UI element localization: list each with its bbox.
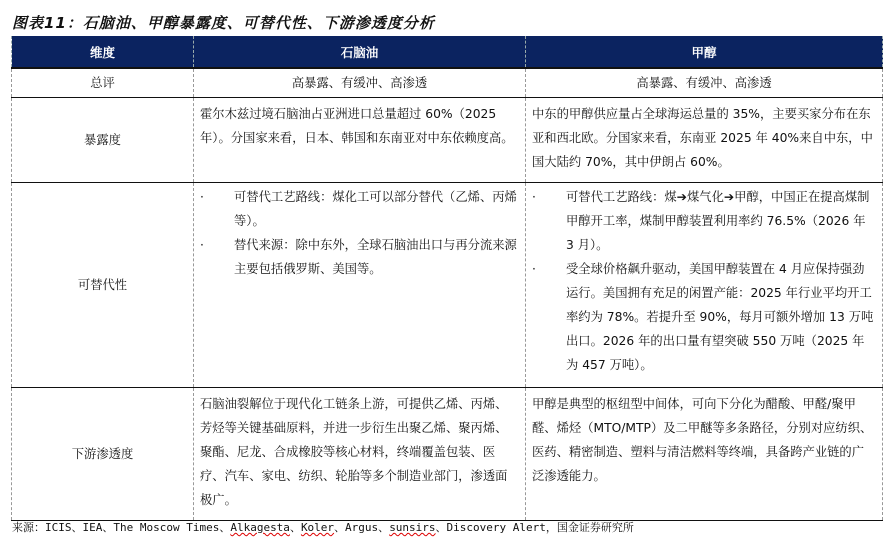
source-sunsirs: sunsirs xyxy=(389,521,436,534)
naphtha-cell: 霍尔木兹过境石脑油占亚洲进口总量超过 60%（2025 年）。分国家来看，日本、韩国和东南亚对中东依赖度高。 xyxy=(194,98,526,183)
list-item xyxy=(532,257,876,377)
bullet-icon: · xyxy=(532,262,536,276)
row-label: 暴露度 xyxy=(12,98,194,183)
header-naphtha: 石脑油 xyxy=(194,36,526,68)
methanol-cell: 高暴露、有缓冲、高渗透 xyxy=(526,68,883,98)
header-row xyxy=(12,36,883,68)
list-item-text: 受全球价格飙升驱动，美国甲醇装置在 4 月应保持强劲运行。美国拥有充足的闲置产能：2025 年行业平均开工率约为 78%。若提升至 90%，每月可额外增加 13 万吨出口。2026 年的出口量有望突破 550 万吨（2025 年为 457 万吨）。 xyxy=(566,262,874,372)
naphtha-cell xyxy=(194,183,526,388)
methanol-cell: 中东的甲醇供应量占全球海运总量的 35%，主要买家分布在东亚和西北欧。分国家来看，东南亚 2025 年 40%来自中东，中国大陆约 70%，其中伊朗占 60%。 xyxy=(526,98,883,183)
analysis-table xyxy=(11,36,883,521)
source-alkagesta: Alkagesta xyxy=(230,521,290,534)
bullet-icon: · xyxy=(200,238,204,252)
list-item-text: 可替代工艺路线：煤化工可以部分替代（乙烯、丙烯等）。 xyxy=(234,190,517,228)
source-sep: 、 xyxy=(289,521,301,534)
bullet-list xyxy=(200,185,519,281)
header-methanol: 甲醇 xyxy=(526,36,883,68)
bullet-list xyxy=(532,185,876,377)
list-item-text: 替代来源：除中东外，全球石脑油出口与再分流来源主要包括俄罗斯、美国等。 xyxy=(234,238,517,276)
header-dimension: 维度 xyxy=(12,36,194,68)
table-row-overall xyxy=(12,68,883,98)
source-koler: Koler xyxy=(300,521,335,534)
row-label: 可替代性 xyxy=(12,183,194,388)
list-item xyxy=(532,185,876,257)
methanol-cell: 甲醇是典型的枢纽型中间体，可向下分化为醋酸、甲醛/聚甲醛、烯烃（MTO/MTP）及二甲醚等多条路径，分别对应纺织、医药、精密制造、塑料与清洁燃料等终端，具备跨产业链的广泛渗透能力。 xyxy=(526,388,883,521)
list-item-text: 可替代工艺路线：煤➔煤气化➔甲醇，中国正在提高煤制甲醇开工率，煤制甲醇装置利用率约 76.5%（2026 年 3 月）。 xyxy=(566,190,870,252)
row-label: 总评 xyxy=(12,68,194,98)
naphtha-cell: 高暴露、有缓冲、高渗透 xyxy=(194,68,526,98)
table-row-substitutability xyxy=(12,183,883,388)
methanol-cell xyxy=(526,183,883,388)
source-mid: 、Argus、 xyxy=(334,521,390,534)
table-row-downstream xyxy=(12,388,883,521)
source-suffix: 、Discovery Alert，国金证券研究所 xyxy=(435,521,634,534)
table-row-exposure xyxy=(12,98,883,183)
bullet-icon: · xyxy=(532,190,536,204)
row-label: 下游渗透度 xyxy=(12,388,194,521)
source-prefix: 来源：ICIS、IEA、The Moscow Times、 xyxy=(12,521,231,534)
naphtha-cell: 石脑油裂解位于现代化工链条上游，可提供乙烯、丙烯、芳烃等关键基础原料，并进一步衍生出聚乙烯、聚丙烯、聚酯、尼龙、合成橡胶等核心材料，终端覆盖包装、医疗、汽车、家电、纺织、轮胎等多个制造业部门，渗透面极广。 xyxy=(194,388,526,521)
bullet-icon: · xyxy=(200,190,204,204)
figure-title: 图表11：石脑油、甲醇暴露度、可替代性、下游渗透度分析 xyxy=(12,14,435,32)
list-item xyxy=(200,185,519,233)
source-note xyxy=(12,519,634,535)
list-item xyxy=(200,233,519,281)
